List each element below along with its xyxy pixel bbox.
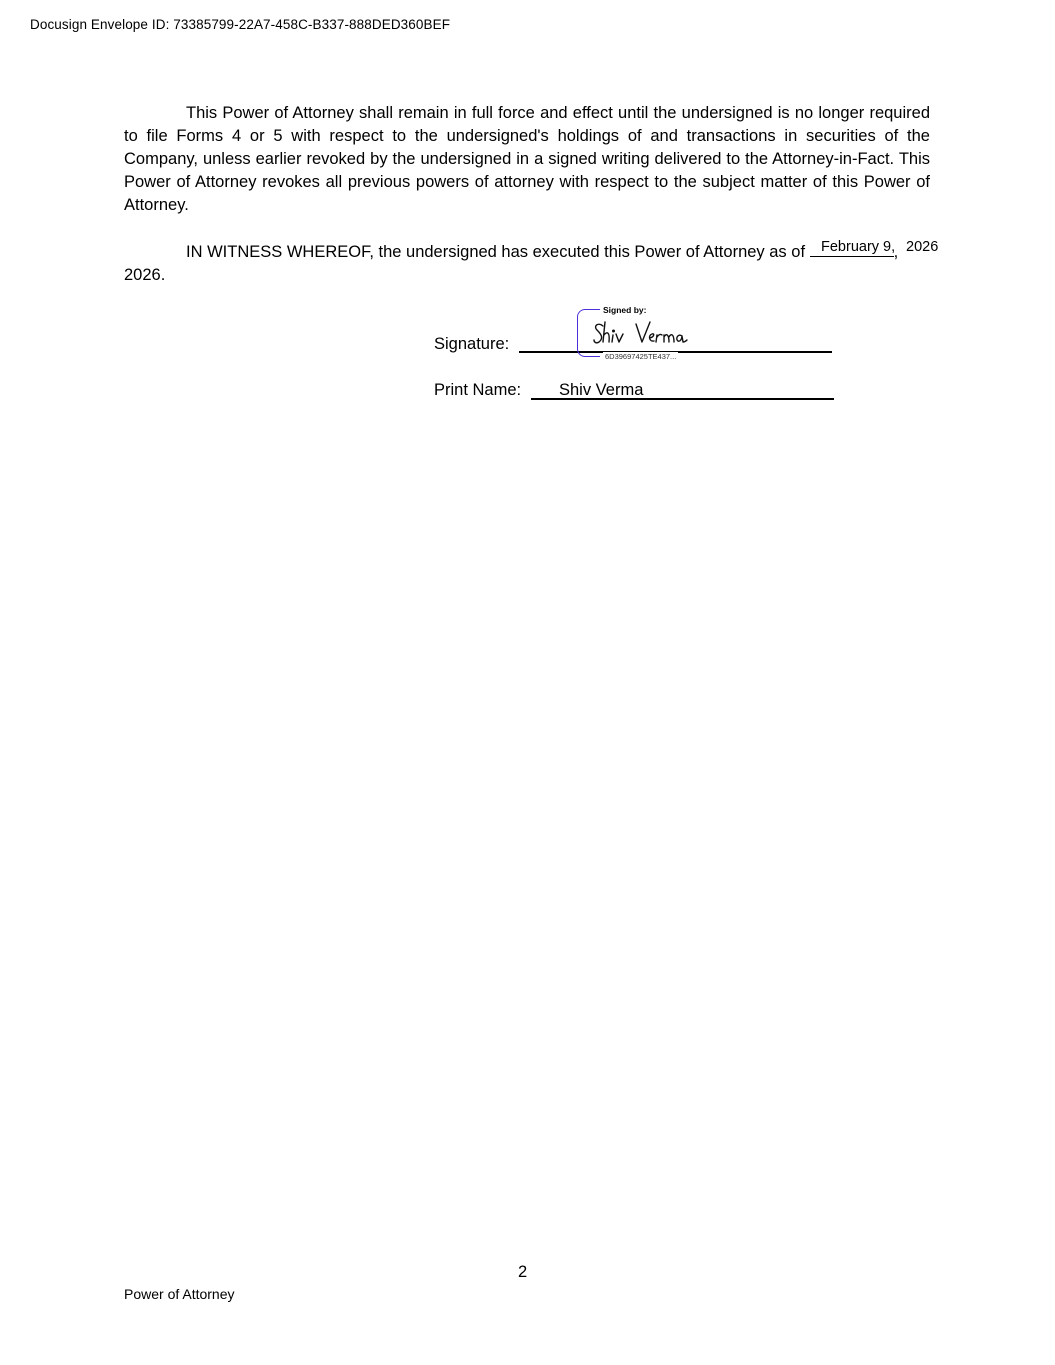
- handwritten-signature: [590, 318, 700, 350]
- witness-year: 2026.: [124, 266, 166, 284]
- paragraph-full-force: This Power of Attorney shall remain in full force and effect until the undersigned is no longer required to file Forms 4 or 5 with respect to the undersigned's holdings of and transactions in securities of the Company, unless earlier revoked by the undersigned in a signed writing delivered to the Attorney-in-Fact. This Power of Attorney revokes all previous powers of attorney with respect to the subject matter of this Power of Attorney.: [124, 104, 930, 214]
- paragraph-witness: [124, 241, 930, 287]
- page-number: 2: [518, 1263, 528, 1281]
- print-name-label: Print Name:: [434, 381, 522, 399]
- witness-comma: ,: [893, 243, 899, 261]
- envelope-id: Docusign Envelope ID: 73385799-22A7-458C-B337-888DED360BEF: [30, 17, 451, 32]
- print-name-value: Shiv Verma: [559, 381, 644, 399]
- signature-code: 6D39697425TE437...: [605, 352, 677, 361]
- signature-label: Signature:: [434, 335, 510, 353]
- signature-name-text: Shiv Verma: [590, 318, 596, 319]
- signed-by-label: Signed by:: [603, 305, 647, 315]
- witness-text: IN WITNESS WHEREOF, the undersigned has executed this Power of Attorney as of: [186, 243, 806, 261]
- date-field-value: February 9,: [821, 239, 896, 255]
- date-field-year: 2026: [906, 239, 939, 255]
- footer-document-label: Power of Attorney: [124, 1286, 235, 1302]
